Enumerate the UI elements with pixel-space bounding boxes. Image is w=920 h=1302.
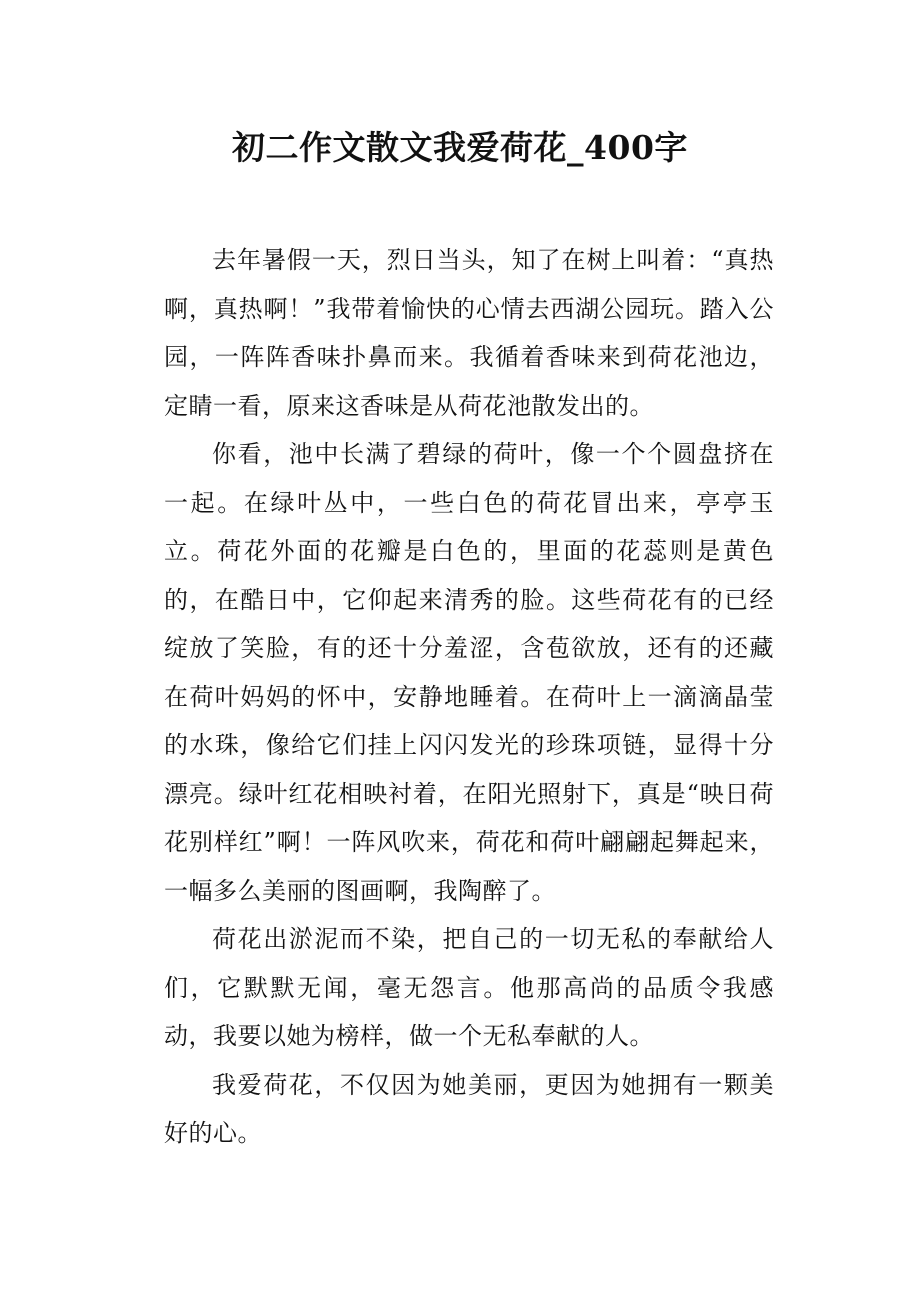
document-body [164, 236, 774, 1158]
paragraph-1: 去年暑假一天，烈日当头，知了在树上叫着：“真热啊，真热啊！”我带着愉快的心情去西湖公园玩。踏入公园，一阵阵香味扑鼻而来。我循着香味来到荷花池边，定睛一看，原来这香味是从荷花池散发出的。 [164, 246, 774, 420]
paragraph-3: 荷花出淤泥而不染，把自己的一切无私的奉献给人们，它默默无闻，毫无怨言。他那高尚的品质令我感动，我要以她为榜样，做一个无私奉献的人。 [164, 925, 774, 1050]
document-title: 初二作文散文我爱荷花_400字 [232, 128, 688, 167]
paragraph-2: 你看，池中长满了碧绿的荷叶，像一个个圆盘挤在一起。在绿叶丛中，一些白色的荷花冒出来，亭亭玉立。荷花外面的花瓣是白色的，里面的花蕊则是黄色的，在酷日中，它仰起来清秀的脸。这些荷花有的已经绽放了笑脸，有的还十分羞涩，含苞欲放，还有的还藏在荷叶妈妈的怀中，安静地睡着。在荷叶上一滴滴晶莹的水珠，像给它们挂上闪闪发光的珍珠项链，显得十分漂亮。绿叶红花相映衬着，在阳光照射下，真是“映日荷花别样红”啊！一阵风吹来，荷花和荷叶翩翩起舞起来，一幅多么美丽的图画啊，我陶醉了。 [164, 440, 774, 905]
paragraph-4: 我爱荷花，不仅因为她美丽，更因为她拥有一颗美好的心。 [164, 1070, 774, 1147]
